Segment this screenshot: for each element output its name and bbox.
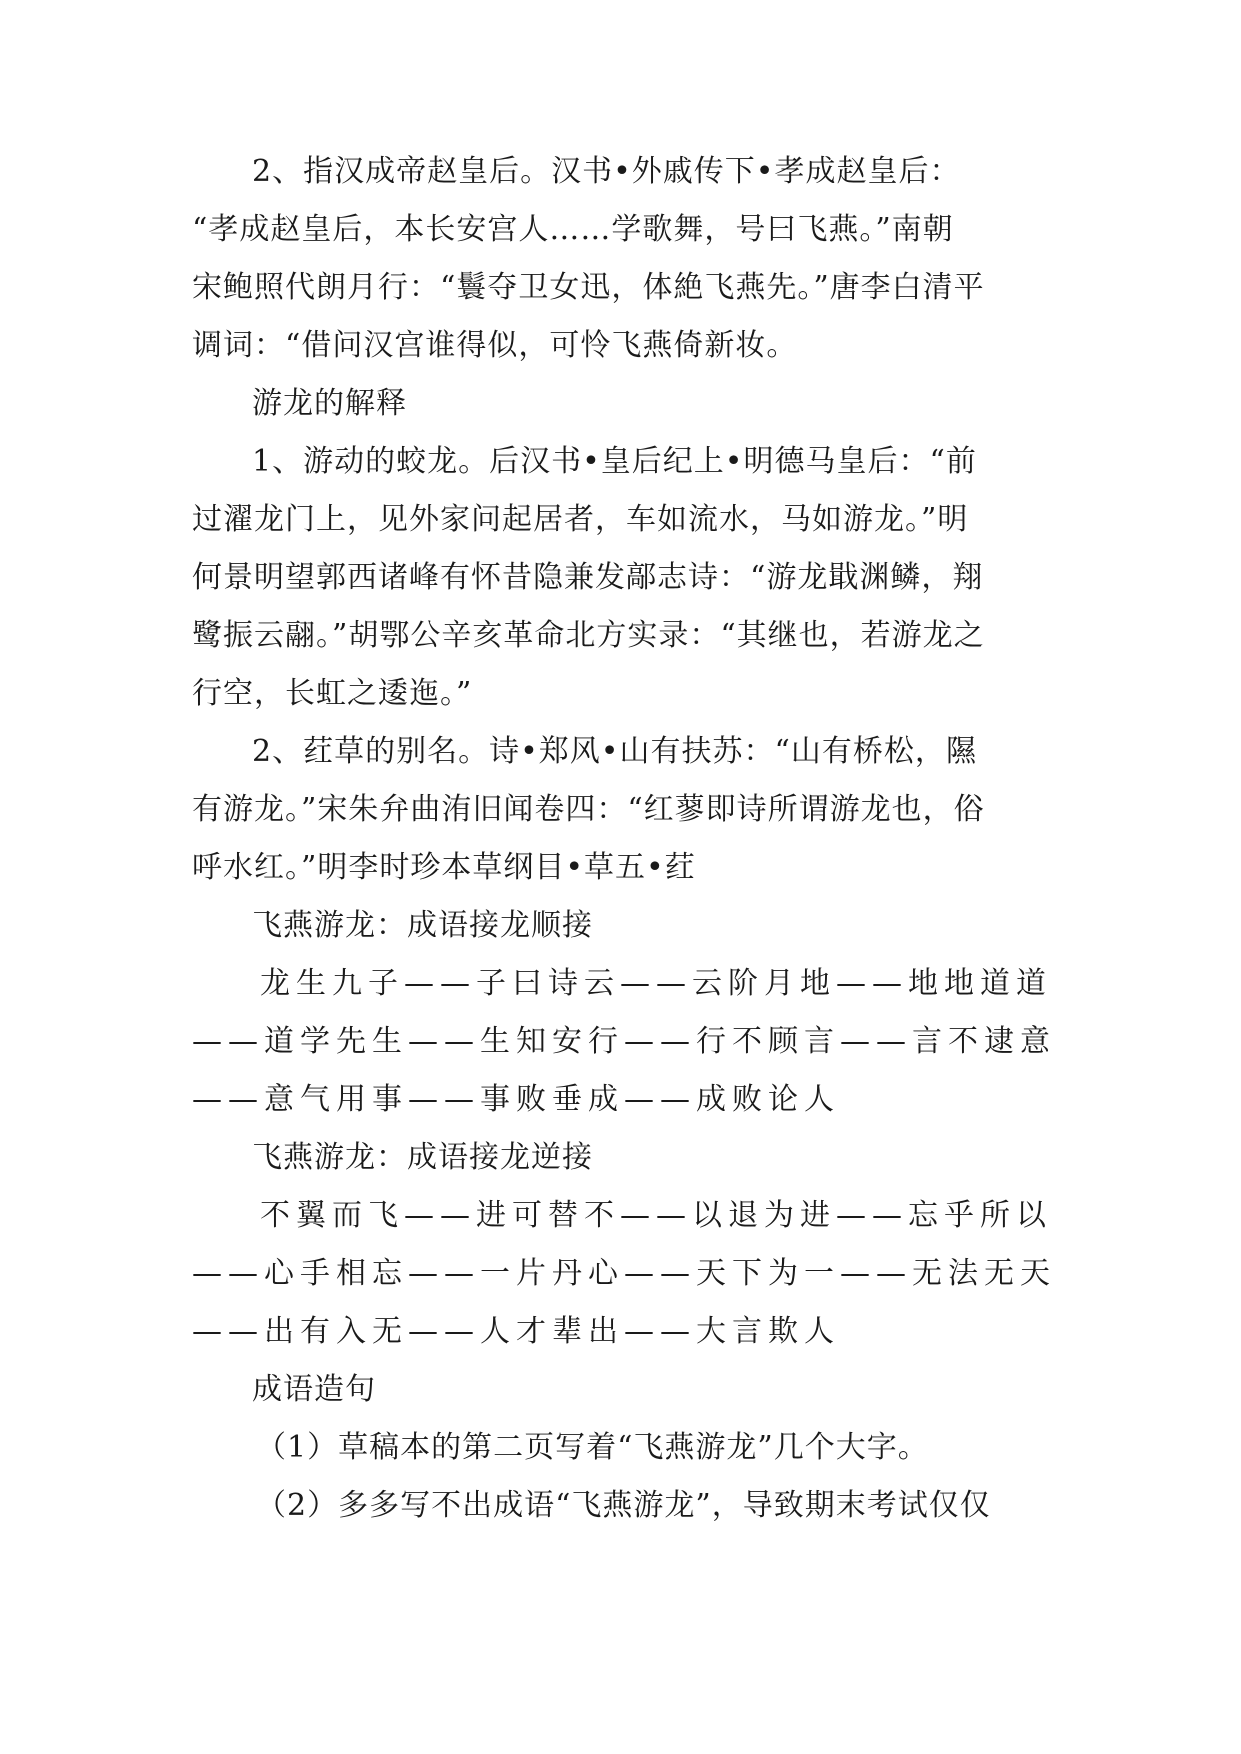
paragraph-line: 1、游动的蛟龙。后汉书•皇后纪上•明德马皇后：“前: [252, 444, 977, 479]
section-heading: 飞燕游龙：成语接龙顺接: [252, 908, 593, 943]
paragraph-line: “孝成赵皇后，本长安宫人……学歌舞，号曰飞燕。”南朝: [192, 212, 954, 247]
idiom-chain-line: ——意气用事——事败垂成——成败论人: [192, 1082, 840, 1117]
paragraph-line: 有游龙。”宋朱弁曲洧旧闻卷四：“红蓼即诗所谓游龙也，俗: [192, 792, 985, 827]
example-sentence: （1）草稿本的第二页写着“飞燕游龙”几个大字。: [256, 1430, 929, 1465]
section-heading: 游龙的解释: [252, 386, 407, 421]
paragraph-line: 行空，长虹之逶迤。”: [192, 676, 473, 711]
paragraph-line: 鹭振云翮。”胡鄂公辛亥革命北方实录：“其继也，若游龙之: [192, 618, 985, 653]
paragraph-line: 何景明望郭西诸峰有怀昔隐兼发鄗志诗：“游龙戢渊鳞，翔: [192, 560, 984, 595]
section-heading: 成语造句: [252, 1372, 376, 1407]
idiom-chain-line: ——出有入无——人才辈出——大言欺人: [192, 1314, 840, 1349]
idiom-chain-line: 龙生九子——子曰诗云——云阶月地——地地道道: [260, 966, 1052, 1001]
section-heading: 飞燕游龙：成语接龙逆接: [252, 1140, 593, 1175]
paragraph-line: 调词：“借问汉宫谁得似，可怜飞燕倚新妆。: [192, 328, 798, 363]
paragraph-line: 宋鲍照代朗月行：“鬟夺卫女迅，体絶飞燕先。”唐李白清平: [192, 270, 985, 305]
paragraph-line: 2、荭草的别名。诗•郑风•山有扶苏：“山有桥松，隰: [252, 734, 977, 769]
idiom-chain-line: 不翼而飞——进可替不——以退为进——忘乎所以: [260, 1198, 1052, 1233]
example-sentence: （2）多多写不出成语“飞燕游龙”，导致期末考试仅仅: [256, 1488, 991, 1523]
paragraph-line: 过濯龙门上，见外家问起居者，车如流水，马如游龙。”明: [192, 502, 969, 537]
paragraph-line: 呼水红。”明李时珍本草纲目•草五•荭: [192, 850, 696, 885]
paragraph-line: 2、指汉成帝赵皇后。汉书•外戚传下•孝成赵皇后：: [252, 154, 961, 189]
idiom-chain-line: ——心手相忘——一片丹心——天下为一——无法无天: [192, 1256, 1056, 1291]
idiom-chain-line: ——道学先生——生知安行——行不顾言——言不逮意: [192, 1024, 1056, 1059]
